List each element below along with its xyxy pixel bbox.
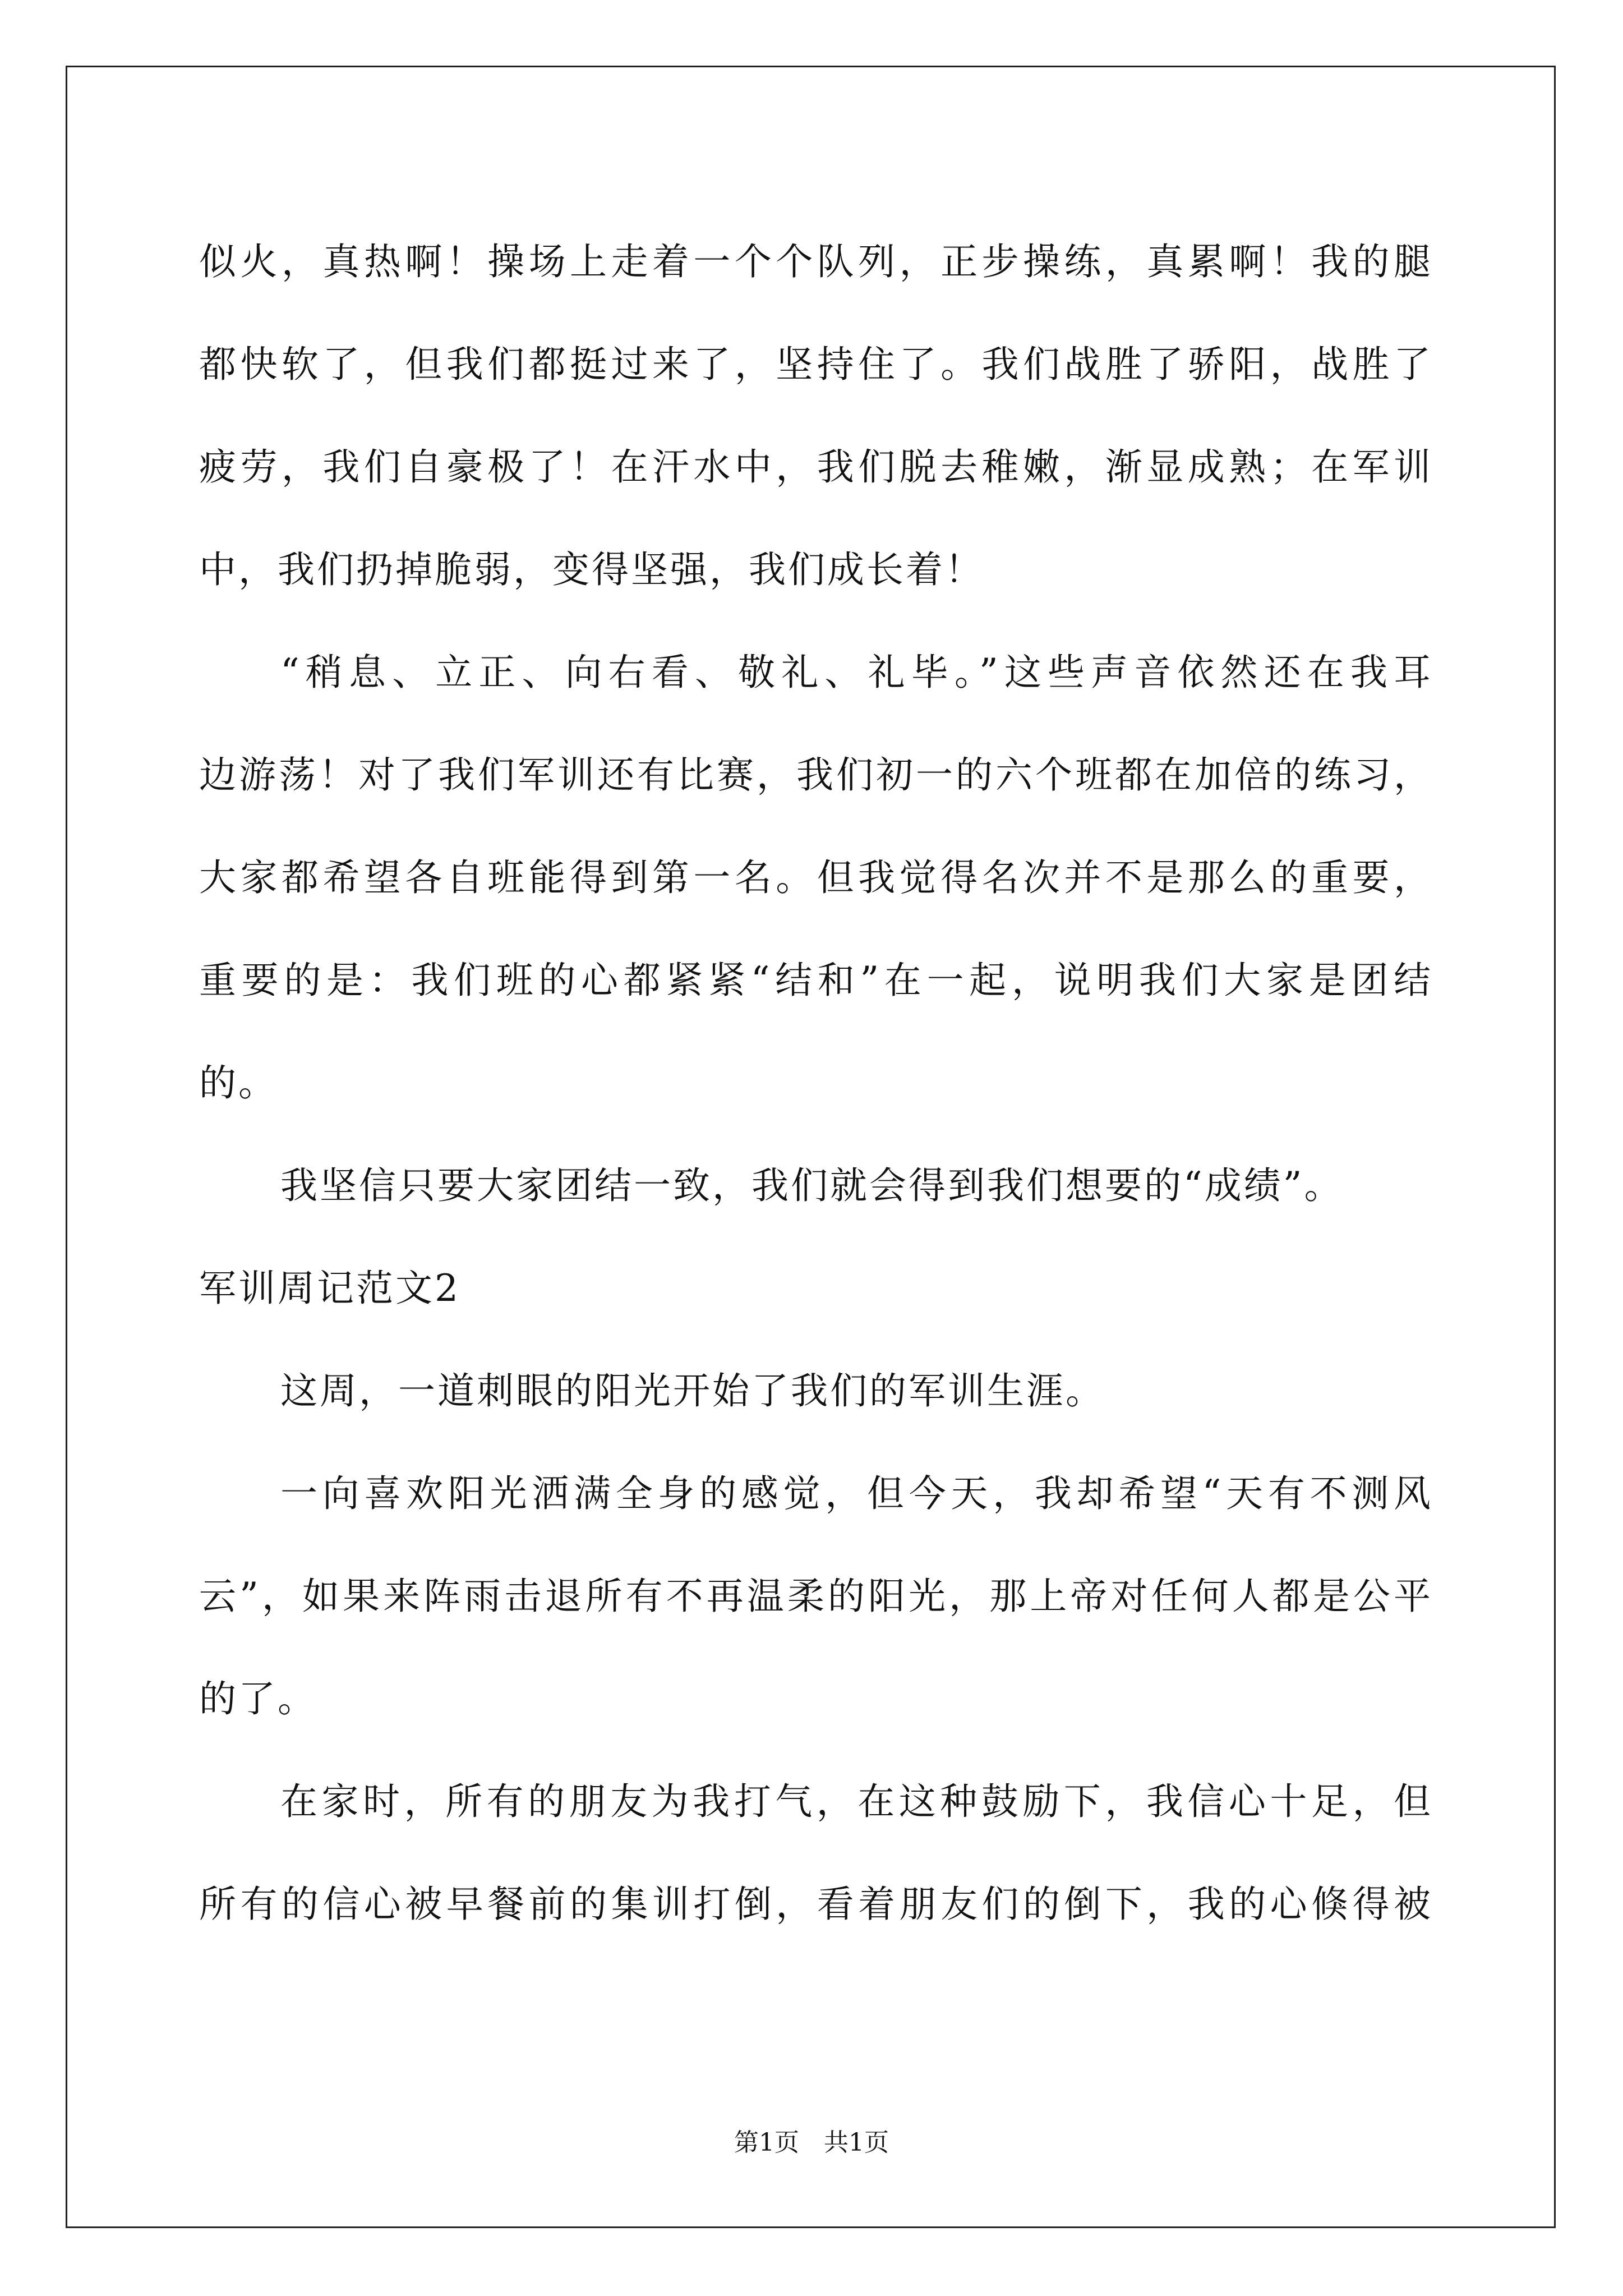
text-line: 中，我们扔掉脆弱，变得坚强，我们成长着！ [199, 548, 984, 591]
section-heading: 军训周记范文2 [199, 1267, 460, 1310]
text-line: 云”，如果来阵雨击退所有不再温柔的阳光，那上帝对任何人都是公平 [199, 1575, 1433, 1618]
text-line: 都快软了，但我们都挺过来了，坚持住了。我们战胜了骄阳，战胜了 [199, 343, 1433, 386]
text-line: 疲劳，我们自豪极了！在汗水中，我们脱去稚嫩，渐显成熟；在军训 [199, 445, 1433, 489]
text-line: 的了。 [199, 1677, 317, 1720]
text-line: 似火，真热啊！操场上走着一个个队列，正步操练，真累啊！我的腿 [199, 240, 1433, 283]
text-line: 大家都希望各自班能得到第一名。但我觉得名次并不是那么的重要， [199, 856, 1433, 899]
text-line: 边游荡！对了我们军训还有比赛，我们初一的六个班都在加倍的练习， [199, 753, 1433, 797]
text-line: 的。 [199, 1061, 278, 1105]
document-body [199, 210, 1433, 1955]
page-number-footer: 第1页 共1页 [734, 2128, 889, 2157]
text-line: 这周，一道刺眼的阳光开始了我们的军训生涯。 [280, 1369, 1105, 1412]
text-line: “稍息、立正、向右看、敬礼、礼毕。”这些声音依然还在我耳 [280, 651, 1433, 694]
text-line: 我坚信只要大家团结一致，我们就会得到我们想要的“成绩”。 [280, 1164, 1344, 1207]
text-line: 在家时，所有的朋友为我打气，在这种鼓励下，我信心十足，但 [280, 1780, 1433, 1823]
text-line: 一向喜欢阳光洒满全身的感觉，但今天，我却希望“天有不测风 [280, 1472, 1433, 1515]
text-line: 重要的是：我们班的心都紧紧“结和”在一起，说明我们大家是团结 [199, 959, 1433, 1002]
text-line: 所有的信心被早餐前的集训打倒，看着朋友们的倒下，我的心倏得被 [199, 1883, 1433, 1926]
